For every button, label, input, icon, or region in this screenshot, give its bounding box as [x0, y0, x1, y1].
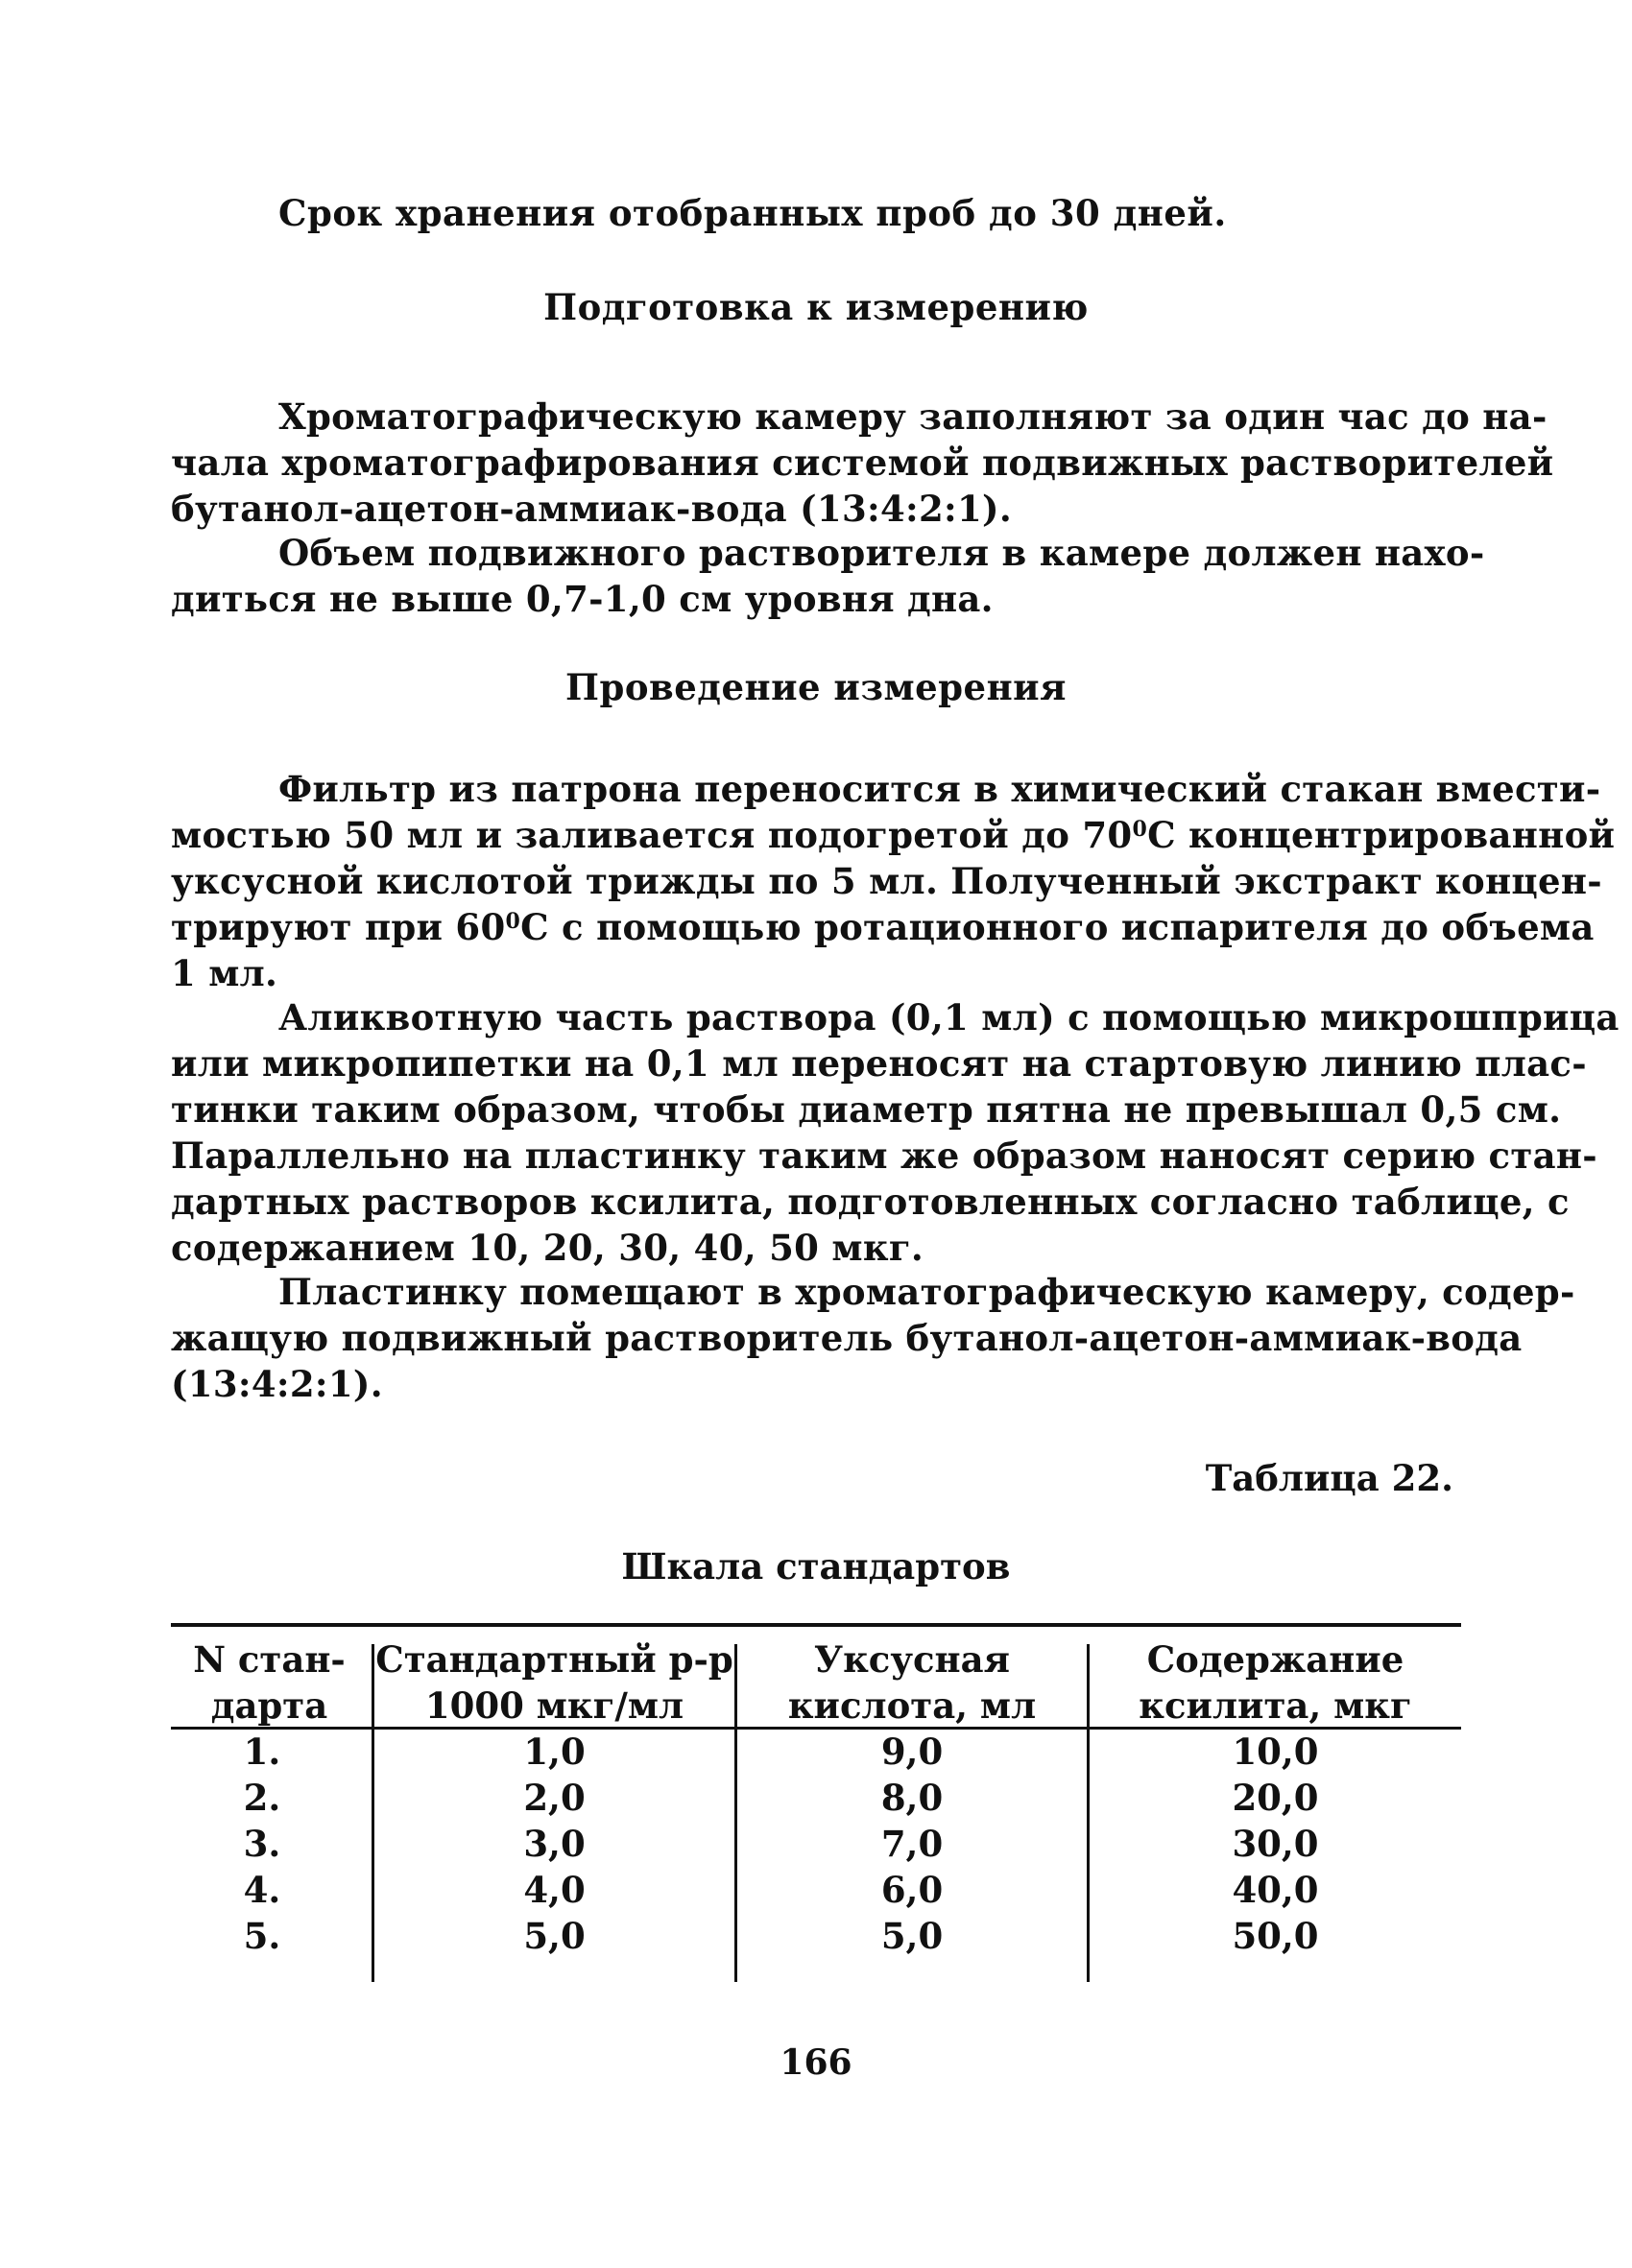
table-cell: 5,0: [880, 1915, 944, 1957]
paragraph-plate-chamber: [171, 1269, 1575, 1407]
header-line: кислота, мл: [787, 1684, 1037, 1727]
text-line: или микропипетки на 0,1 мл переносят на стартовую линию плас-: [171, 1042, 1587, 1085]
header-standard-number: [171, 1636, 368, 1729]
text-line: Хроматографическую камеру заполняют за один час до на-: [278, 395, 1548, 438]
text-line: уксусной кислотой трижды по 5 мл. Полученный экстракт концен-: [171, 860, 1602, 902]
text-line: диться не выше 0,7-1,0 см уровня дна.: [171, 578, 994, 620]
text-line: тинки таким образом, чтобы диаметр пятна не превышал 0,5 см.: [171, 1088, 1562, 1131]
header-line: N стан-: [193, 1638, 346, 1681]
table-title: Шкала стандартов: [621, 1545, 1011, 1588]
header-line: Содержание: [1146, 1638, 1404, 1681]
table-cell: 5,0: [523, 1915, 586, 1957]
table-cell: 30,0: [1232, 1823, 1319, 1865]
text-line: Параллельно на пластинку таким же образом наносят серию стан-: [171, 1134, 1597, 1177]
header-line: Уксусная: [814, 1638, 1010, 1681]
table-cell: 5.: [243, 1915, 281, 1957]
header-line: ксилита, мкг: [1139, 1684, 1412, 1727]
paragraph-solvent-level: [171, 530, 1485, 622]
text-line: 1 мл.: [171, 952, 278, 994]
table-cell: 1.: [243, 1731, 281, 1773]
paragraph-chamber-fill: [171, 394, 1554, 532]
header-line: 1000 мкг/мл: [424, 1684, 684, 1727]
table-cell: 4.: [243, 1869, 281, 1911]
paragraph-filter-extraction: [171, 766, 1616, 996]
table-cell: 3,0: [523, 1823, 586, 1865]
text-line: бутанол-ацетон-аммиак-вода (13:4:2:1).: [171, 488, 1013, 530]
text-line: (13:4:2:1).: [171, 1363, 383, 1405]
section-heading-preparation: Подготовка к измерению: [543, 286, 1089, 328]
text-line: Фильтр из патрона переносится в химический стакан вмести-: [278, 768, 1601, 810]
text-line: Аликвотную часть раствора (0,1 мл) с помощью микрошприца: [278, 996, 1620, 1039]
table-caption: Таблица 22.: [1205, 1457, 1453, 1499]
table-cell: 9,0: [880, 1731, 944, 1773]
table-cell: 4,0: [523, 1869, 586, 1911]
header-xylitol-content: [1090, 1636, 1461, 1729]
table-cell: 6,0: [880, 1869, 944, 1911]
text-fragment: С концентрированной: [1147, 814, 1616, 856]
text-line: чала хроматографирования системой подвижных растворителей: [171, 442, 1554, 484]
table-cell: 2.: [243, 1777, 281, 1819]
table-cell: 2,0: [523, 1777, 586, 1819]
text-line: жащую подвижный растворитель бутанол-ацетон-аммиак-вода: [171, 1317, 1523, 1359]
text-line: дартных растворов ксилита, подготовленных согласно таблице, с: [171, 1181, 1570, 1223]
header-standard-solution: [374, 1636, 734, 1729]
table-top-rule: [171, 1623, 1461, 1627]
text-line: Объем подвижного растворителя в камере должен нахо-: [278, 532, 1485, 574]
table-cell: 3.: [243, 1823, 281, 1865]
paragraph-aliquot: [171, 994, 1620, 1271]
table-cell: 1,0: [523, 1731, 586, 1773]
degree-superscript: 0: [505, 909, 521, 934]
table-cell: 40,0: [1232, 1869, 1319, 1911]
table-cell: 20,0: [1232, 1777, 1319, 1819]
text-fragment: мостью 50 мл и заливается подогретой до 70: [171, 814, 1133, 856]
text-fragment: трируют при 60: [171, 906, 506, 948]
header-line: дарта: [210, 1684, 328, 1727]
storage-period-line: Срок хранения отобранных проб до 30 дней.: [278, 192, 1227, 234]
table-cell: 50,0: [1232, 1915, 1319, 1957]
text-line: содержанием 10, 20, 30, 40, 50 мкг.: [171, 1227, 924, 1269]
table-cell: 8,0: [880, 1777, 944, 1819]
degree-superscript: 0: [1132, 817, 1148, 842]
header-line: Стандартный р-р: [375, 1638, 733, 1681]
table-cell: 7,0: [880, 1823, 944, 1865]
header-acetic-acid: [737, 1636, 1087, 1729]
text-line: Пластинку помещают в хроматографическую камеру, содер-: [278, 1271, 1575, 1313]
section-heading-measurement: Проведение измерения: [565, 666, 1067, 708]
text-line: [171, 904, 1595, 950]
text-fragment: С с помощью ротационного испарителя до объема: [520, 906, 1595, 948]
page-number: 166: [780, 2042, 852, 2083]
table-cell: 10,0: [1232, 1731, 1319, 1773]
text-line: [171, 812, 1616, 858]
